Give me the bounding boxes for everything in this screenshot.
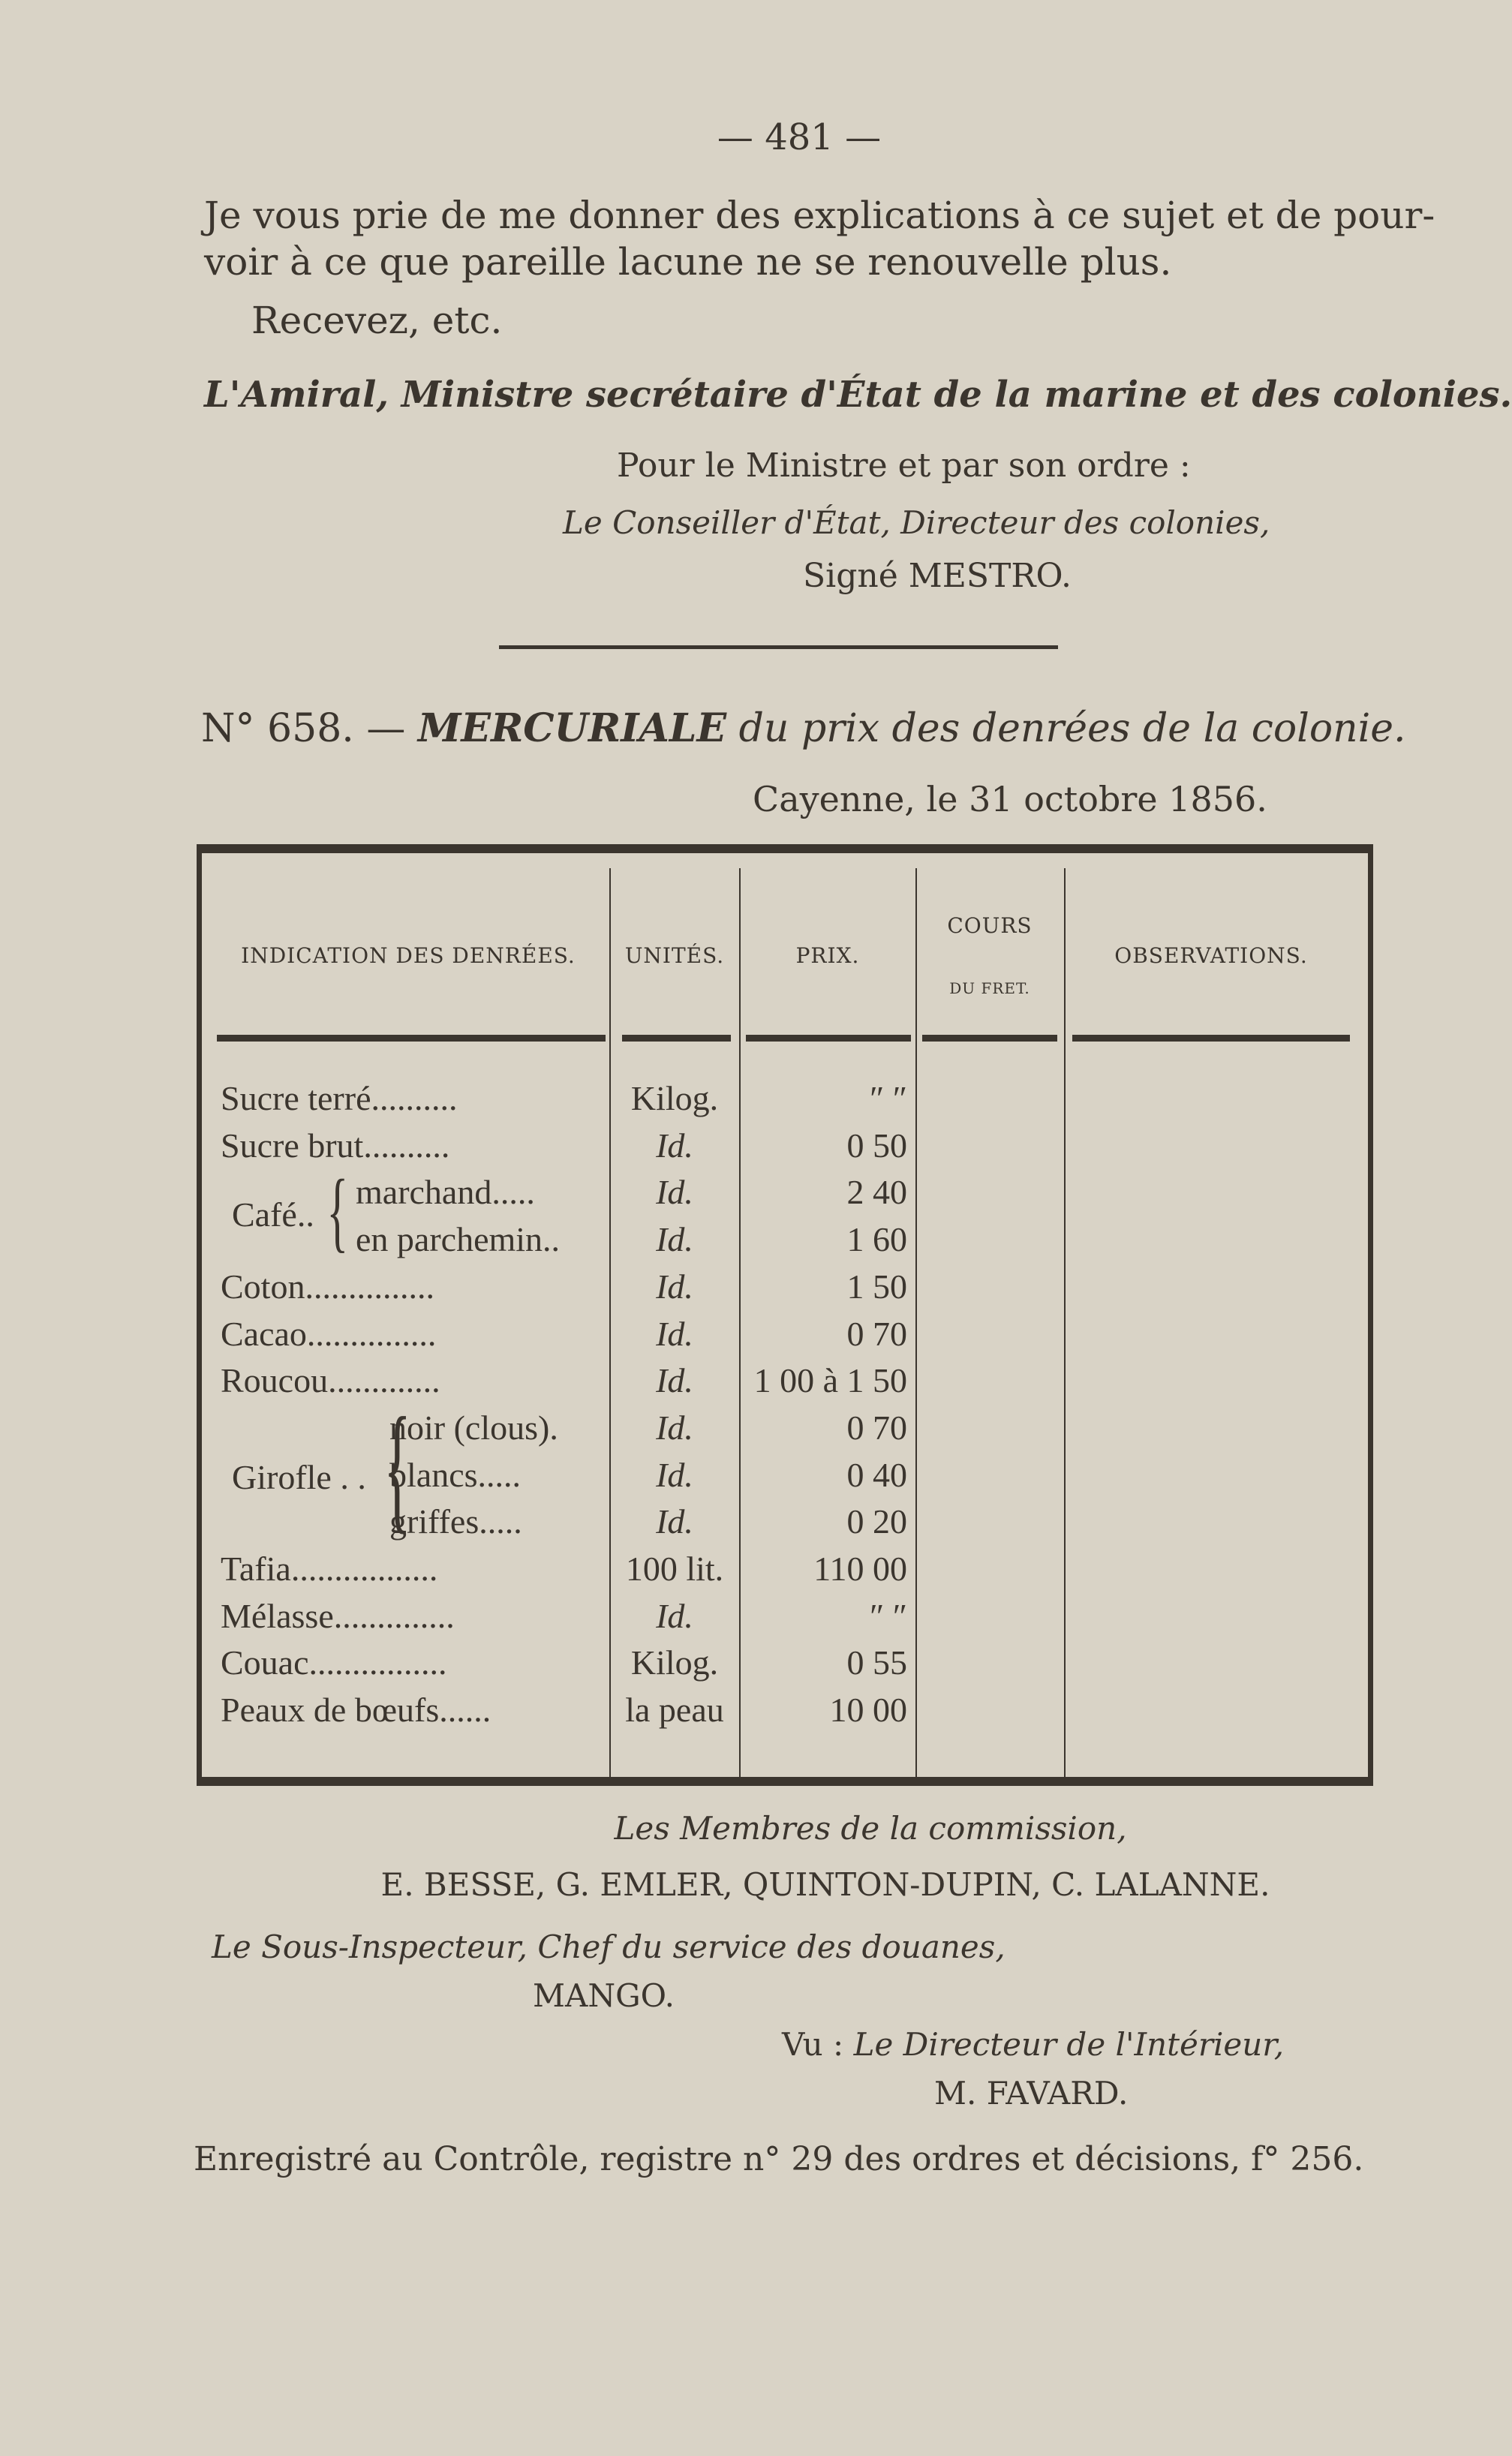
letter-closing: Recevez, etc. xyxy=(251,299,503,342)
row-unit: la peau xyxy=(625,1691,724,1730)
place-date: Cayenne, le 31 octobre 1856. xyxy=(753,779,1267,819)
header-rule xyxy=(217,1035,606,1042)
row-name: Couac................ xyxy=(221,1643,447,1682)
table-row xyxy=(202,1078,1368,1125)
row-unit: Id. xyxy=(656,1220,693,1259)
row-unit: Kilog. xyxy=(630,1079,719,1117)
row-price: 10 00 xyxy=(829,1691,907,1730)
table-row xyxy=(202,1172,1368,1219)
table-row xyxy=(202,1596,1368,1643)
header-rule xyxy=(1072,1035,1350,1042)
row-price: 0 70 xyxy=(846,1408,907,1447)
row-price: 0 55 xyxy=(846,1643,907,1682)
row-unit: Id. xyxy=(656,1314,693,1353)
vu-label: Vu : xyxy=(782,2026,844,2063)
row-price: 0 70 xyxy=(846,1314,907,1353)
row-name: en parchemin.. xyxy=(356,1220,561,1259)
letter-line-2: voir à ce que pareille lacune ne se renouvelle plus. xyxy=(204,240,1172,284)
table-row xyxy=(202,1219,1368,1266)
table-row xyxy=(202,1455,1368,1502)
document-heading xyxy=(201,705,1406,751)
table-row xyxy=(202,1314,1368,1360)
row-price: ″ ″ xyxy=(870,1079,907,1117)
mango: MANGO. xyxy=(533,1977,675,2014)
signed-mestro: Signé MESTRO. xyxy=(803,557,1072,595)
row-name: griffes..... xyxy=(389,1502,522,1541)
heading-dash: — xyxy=(366,706,406,751)
letter-signatory: L'Amiral, Ministre secrétaire d'État de la marine et des colonies. xyxy=(204,374,1512,416)
row-unit: Id. xyxy=(656,1126,693,1165)
table-row xyxy=(202,1643,1368,1689)
row-unit: Id. xyxy=(656,1361,693,1400)
row-price: 1 00 à 1 50 xyxy=(753,1361,907,1400)
row-name: Peaux de bœufs...... xyxy=(221,1691,491,1730)
row-name: noir (clous). xyxy=(389,1408,558,1447)
row-name: blancs..... xyxy=(389,1455,522,1494)
header-rule xyxy=(622,1035,731,1042)
row-name: Tafia................. xyxy=(221,1550,438,1588)
table-row xyxy=(202,1126,1368,1172)
row-name: Mélasse.............. xyxy=(221,1596,455,1635)
favard: M. FAVARD. xyxy=(934,2075,1129,2112)
header-observations: OBSERVATIONS. xyxy=(1114,943,1308,968)
row-name: Cacao............... xyxy=(221,1314,437,1353)
price-table xyxy=(197,844,1373,1786)
row-unit: Id. xyxy=(656,1408,693,1447)
row-unit: Id. xyxy=(656,1502,693,1541)
header-prix: PRIX. xyxy=(795,943,860,968)
brace-icon: { xyxy=(383,1389,411,1547)
page-number: — 481 — xyxy=(717,116,882,158)
row-unit: Id. xyxy=(656,1173,693,1212)
brace-icon: { xyxy=(326,1161,349,1261)
table-row xyxy=(202,1267,1368,1313)
header-cours: COURS xyxy=(947,913,1033,938)
row-name: Coton............... xyxy=(221,1267,434,1306)
counsellor: Le Conseiller d'État, Directeur des colonies, xyxy=(563,504,1270,541)
row-unit: Id. xyxy=(656,1267,693,1306)
vu-line xyxy=(782,2026,1284,2063)
header-rule xyxy=(922,1035,1057,1042)
row-name: Sucre brut.......... xyxy=(221,1126,450,1165)
header-denrees: INDICATION DES DENRÉES. xyxy=(241,943,576,968)
row-name: marchand..... xyxy=(356,1173,535,1212)
table-row xyxy=(202,1408,1368,1454)
row-unit: Id. xyxy=(656,1596,693,1635)
row-price: 1 50 xyxy=(846,1267,907,1306)
commission-members: E. BESSE, G. EMLER, QUINTON-DUPIN, C. LALANNE. xyxy=(380,1866,1270,1903)
row-name: Roucou............. xyxy=(221,1361,440,1400)
row-price: 0 50 xyxy=(846,1126,907,1165)
row-price: 1 60 xyxy=(846,1220,907,1259)
table-row xyxy=(202,1549,1368,1595)
row-unit: Kilog. xyxy=(630,1643,719,1682)
group-label-girofle: Girofle . . xyxy=(232,1458,366,1496)
commission-label: Les Membres de la commission, xyxy=(614,1810,1127,1847)
for-minister: Pour le Ministre et par son ordre : xyxy=(617,446,1191,485)
row-price: 0 40 xyxy=(846,1455,907,1494)
document-number: N° 658. xyxy=(201,706,354,751)
table-row xyxy=(202,1690,1368,1736)
row-name: Sucre terré.......... xyxy=(221,1079,458,1117)
header-unites: UNITÉS. xyxy=(624,943,725,968)
row-price: 2 40 xyxy=(846,1173,907,1212)
group-label-cafe: Café.. xyxy=(232,1195,314,1234)
table-row xyxy=(202,1502,1368,1548)
header-rule xyxy=(746,1035,911,1042)
document-title: MERCURIALE xyxy=(417,705,727,751)
row-price: 110 00 xyxy=(813,1550,907,1588)
table-row xyxy=(202,1360,1368,1407)
row-price: ″ ″ xyxy=(870,1596,907,1635)
registration-note: Enregistré au Contrôle, registre n° 29 des ordres et décisions, f° 256. xyxy=(194,2140,1364,2178)
separator-rule xyxy=(499,645,1058,649)
row-unit: Id. xyxy=(656,1455,693,1494)
row-price: 0 20 xyxy=(846,1502,907,1541)
document-title-rest: du prix des denrées de la colonie. xyxy=(738,706,1406,751)
directeur-interieur: Le Directeur de l'Intérieur, xyxy=(853,2026,1285,2063)
row-unit: 100 lit. xyxy=(625,1550,724,1588)
letter-line-1: Je vous prie de me donner des explications à ce sujet et de pour- xyxy=(204,194,1435,237)
header-fret: DU FRET. xyxy=(949,979,1030,997)
sous-inspecteur: Le Sous-Inspecteur, Chef du service des douanes, xyxy=(212,1928,1005,1965)
